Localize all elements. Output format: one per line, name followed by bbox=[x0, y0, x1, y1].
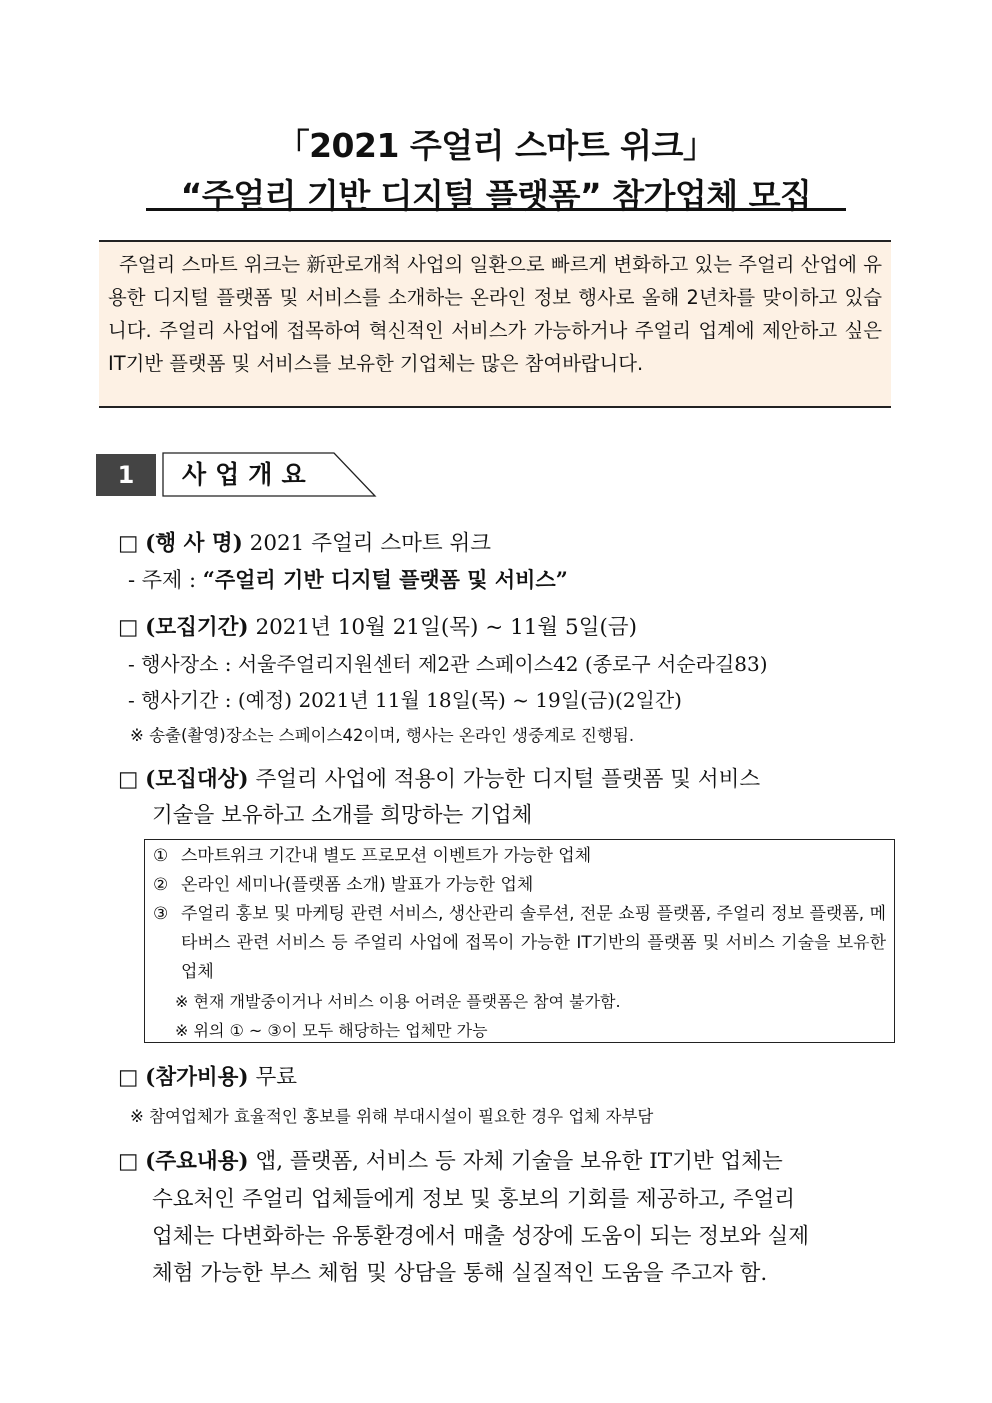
criteria-text: 스마트위크 기간내 별도 프로모션 이벤트가 가능한 업체 bbox=[181, 846, 592, 866]
checkbox-icon: □ bbox=[118, 615, 139, 640]
criteria-mark: ② bbox=[153, 875, 169, 895]
venue-line: - 행사장소 : 서울주얼리지원센터 제2관 스페이스42 (종로구 서순라길83) bbox=[128, 652, 768, 676]
criteria-mark: ① bbox=[153, 846, 169, 866]
checkbox-icon: □ bbox=[118, 1065, 139, 1090]
dates-line: - 행사기간 : (예정) 2021년 11월 18일(목) ~ 19일(금)(2일간) bbox=[128, 688, 682, 712]
section-title: 사업개요 bbox=[182, 460, 315, 489]
criteria-note: ※ 현재 개발중이거나 서비스 이용 어려운 플랫폼은 참여 불가함. bbox=[175, 992, 621, 1011]
content-label: (주요내용) bbox=[145, 1149, 249, 1174]
document-title: 「2021 주얼리 스마트 위크」 bbox=[276, 126, 716, 165]
theme-value: “주얼리 기반 디지털 플랫폼 및 서비스” bbox=[202, 567, 568, 592]
section-number: 1 bbox=[96, 454, 156, 496]
content-line: 앱, 플랫폼, 서비스 등 자체 기술을 보유한 IT기반 업체는 bbox=[255, 1149, 783, 1174]
criteria-item bbox=[153, 900, 886, 987]
event-name-value: 2021 주얼리 스마트 위크 bbox=[249, 531, 492, 556]
period-item bbox=[118, 610, 637, 641]
criteria-text: 온라인 세미나(플랫폼 소개) 발표가 가능한 업체 bbox=[181, 875, 534, 895]
target-label: (모집대상) bbox=[145, 767, 249, 792]
content-item bbox=[118, 1144, 783, 1175]
theme-label: - 주제 : bbox=[128, 568, 197, 592]
fee-item bbox=[118, 1060, 297, 1091]
content-line: 체험 가능한 부스 체험 및 상담을 통해 실질적인 도움을 주고자 함. bbox=[152, 1261, 768, 1286]
fee-label: (참가비용) bbox=[145, 1065, 249, 1090]
period-value: 2021년 10월 21일(목) ~ 11월 5일(금) bbox=[255, 615, 638, 640]
intro-box: 주얼리 스마트 위크는 新판로개척 사업의 일환으로 빠르게 변화하고 있는 주얼리 산업에 유용한 디지털 플랫폼 및 서비스를 소개하는 온라인 정보 행사로 올해 2년차를 맞이하고 있습니다. 주얼리 사업에 접목하여 혁신적인 서비스가 가능하거나 주얼리 업계에 제안하고 싶은 IT기반 플랫폼 및 서비스를 보유한 기업체는 많은 참여바랍니다. bbox=[99, 240, 891, 408]
document-subtitle: “주얼리 기반 디지털 플랫폼” 참가업체 모집 bbox=[180, 176, 812, 215]
period-label: (모집기간) bbox=[145, 615, 249, 640]
event-name-label: (행 사 명) bbox=[145, 531, 243, 556]
broadcast-note: ※ 송출(촬영)장소는 스페이스42이며, 행사는 온라인 생중계로 진행됨. bbox=[130, 726, 635, 745]
event-theme bbox=[128, 564, 568, 594]
title-underline bbox=[146, 208, 846, 211]
criteria-item bbox=[153, 842, 886, 871]
target-item bbox=[118, 762, 760, 793]
content-line: 업체는 다변화하는 유통환경에서 매출 성장에 도움이 되는 정보와 실제 bbox=[152, 1224, 809, 1249]
event-name-item bbox=[118, 526, 491, 557]
checkbox-icon: □ bbox=[118, 531, 139, 556]
criteria-mark: ③ bbox=[153, 904, 169, 924]
criteria-text: 주얼리 홍보 및 마케팅 관련 서비스, 생산관리 솔루션, 전문 쇼핑 플랫폼, 주얼리 정보 플랫폼, 메타버스 관련 서비스 등 주얼리 사업에 접목이 가능한 IT기반의 플랫폼 및 서비스 기술을 보유한 업체 bbox=[181, 904, 886, 982]
criteria-box bbox=[144, 839, 895, 1043]
target-value-cont: 기술을 보유하고 소개를 희망하는 기업체 bbox=[152, 803, 533, 828]
criteria-item bbox=[153, 871, 886, 900]
criteria-note: ※ 위의 ① ~ ③이 모두 해당하는 업체만 가능 bbox=[175, 1021, 488, 1040]
fee-value: 무료 bbox=[255, 1065, 297, 1090]
target-value: 주얼리 사업에 적용이 가능한 디지털 플랫폼 및 서비스 bbox=[255, 767, 761, 792]
checkbox-icon: □ bbox=[118, 1149, 139, 1174]
fee-note: ※ 참여업체가 효율적인 홍보를 위해 부대시설이 필요한 경우 업체 자부담 bbox=[130, 1107, 654, 1126]
checkbox-icon: □ bbox=[118, 767, 139, 792]
content-line: 수요처인 주얼리 업체들에게 정보 및 홍보의 기회를 제공하고, 주얼리 bbox=[152, 1187, 796, 1212]
